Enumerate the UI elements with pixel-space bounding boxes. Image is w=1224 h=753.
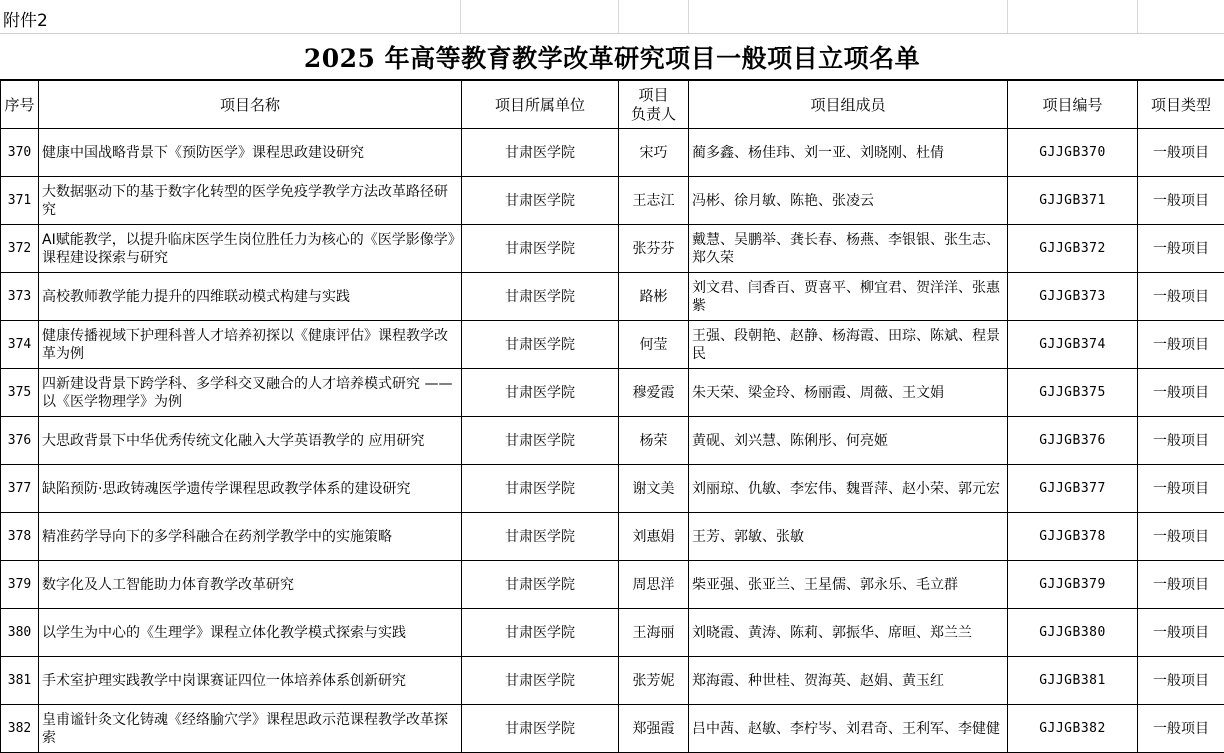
cell-name: 大思政背景下中华优秀传统文化融入大学英语教学的 应用研究 bbox=[39, 417, 462, 465]
table-row bbox=[1, 657, 1224, 705]
cell-type: 一般项目 bbox=[1138, 177, 1224, 225]
cell-seq: 372 bbox=[1, 225, 39, 273]
cell-unit: 甘肃医学院 bbox=[462, 513, 619, 561]
cell-name: 手术室护理实践教学中岗课赛证四位一体培养体系创新研究 bbox=[39, 657, 462, 705]
cell-unit: 甘肃医学院 bbox=[462, 609, 619, 657]
header-seq: 序号 bbox=[1, 81, 39, 129]
cell-name: 大数据驱动下的基于数字化转型的医学免疫学教学方法改革路径研究 bbox=[39, 177, 462, 225]
cell-leader: 张芳妮 bbox=[619, 657, 689, 705]
cell-seq: 373 bbox=[1, 273, 39, 321]
header-leader: 项目 负责人 bbox=[619, 81, 689, 129]
cell-code: GJJGB373 bbox=[1008, 273, 1138, 321]
cell-type: 一般项目 bbox=[1138, 513, 1224, 561]
cell-name: 精准药学导向下的多学科融合在药剂学教学中的实施策略 bbox=[39, 513, 462, 561]
cell-leader: 杨荣 bbox=[619, 417, 689, 465]
cell-type: 一般项目 bbox=[1138, 369, 1224, 417]
cell-members: 戴慧、吴鹏举、龚长春、杨燕、李银银、张生志、郑久荣 bbox=[689, 225, 1008, 273]
table-row bbox=[1, 273, 1224, 321]
cell-name: AI赋能教学，以提升临床医学生岗位胜任力为核心的《医学影像学》课程建设探索与研究 bbox=[39, 225, 462, 273]
cell-code: GJJGB370 bbox=[1008, 129, 1138, 177]
cell-unit: 甘肃医学院 bbox=[462, 369, 619, 417]
header-unit: 项目所属单位 bbox=[462, 81, 619, 129]
table-row bbox=[1, 561, 1224, 609]
cell-code: GJJGB374 bbox=[1008, 321, 1138, 369]
cell-members: 刘丽琼、仇敏、李宏伟、魏晋萍、赵小荣、郭元宏 bbox=[689, 465, 1008, 513]
table-row bbox=[1, 417, 1224, 465]
attachment-label: 附件2 bbox=[3, 11, 48, 31]
cell-code: GJJGB380 bbox=[1008, 609, 1138, 657]
cell-type: 一般项目 bbox=[1138, 657, 1224, 705]
cell-unit: 甘肃医学院 bbox=[462, 465, 619, 513]
table-row bbox=[1, 321, 1224, 369]
cell-seq: 375 bbox=[1, 369, 39, 417]
cell-name: 四新建设背景下跨学科、多学科交叉融合的人才培养模式研究 ——以《医学物理学》为例 bbox=[39, 369, 462, 417]
cell-unit: 甘肃医学院 bbox=[462, 129, 619, 177]
cell-leader: 郑强霞 bbox=[619, 705, 689, 753]
cell-code: GJJGB377 bbox=[1008, 465, 1138, 513]
cell-members: 柴亚强、张亚兰、王星儒、郭永乐、毛立群 bbox=[689, 561, 1008, 609]
cell-leader: 何莹 bbox=[619, 321, 689, 369]
cell-name: 皇甫谧针灸文化铸魂《经络腧穴学》课程思政示范课程教学改革探索 bbox=[39, 705, 462, 753]
cell-seq: 376 bbox=[1, 417, 39, 465]
cell-code: GJJGB381 bbox=[1008, 657, 1138, 705]
cell-type: 一般项目 bbox=[1138, 417, 1224, 465]
cell-seq: 380 bbox=[1, 609, 39, 657]
cell-members: 黄砚、刘兴慧、陈俐彤、何亮姬 bbox=[689, 417, 1008, 465]
cell-type: 一般项目 bbox=[1138, 609, 1224, 657]
cell-members: 朱天荣、梁金玲、杨丽霞、周薇、王文娟 bbox=[689, 369, 1008, 417]
cell-code: GJJGB371 bbox=[1008, 177, 1138, 225]
cell-leader: 张芬芬 bbox=[619, 225, 689, 273]
cell-type: 一般项目 bbox=[1138, 705, 1224, 753]
cell-name: 高校教师教学能力提升的四维联动模式构建与实践 bbox=[39, 273, 462, 321]
table-row bbox=[1, 225, 1224, 273]
gridline bbox=[1137, 0, 1138, 33]
table-row bbox=[1, 369, 1224, 417]
cell-leader: 王海丽 bbox=[619, 609, 689, 657]
table-row bbox=[1, 129, 1224, 177]
cell-code: GJJGB376 bbox=[1008, 417, 1138, 465]
cell-name: 数字化及人工智能助力体育教学改革研究 bbox=[39, 561, 462, 609]
cell-code: GJJGB382 bbox=[1008, 705, 1138, 753]
cell-members: 冯彬、徐月敏、陈艳、张凌云 bbox=[689, 177, 1008, 225]
cell-unit: 甘肃医学院 bbox=[462, 273, 619, 321]
cell-name: 以学生为中心的《生理学》课程立体化教学模式探索与实践 bbox=[39, 609, 462, 657]
header-row bbox=[1, 81, 1224, 129]
cell-members: 刘晓霞、黄涛、陈莉、郭振华、席晅、郑兰兰 bbox=[689, 609, 1008, 657]
cell-unit: 甘肃医学院 bbox=[462, 225, 619, 273]
cell-leader: 路彬 bbox=[619, 273, 689, 321]
table-row bbox=[1, 465, 1224, 513]
cell-name: 健康传播视域下护理科普人才培养初探以《健康评估》课程教学改革为例 bbox=[39, 321, 462, 369]
cell-type: 一般项目 bbox=[1138, 561, 1224, 609]
header-members: 项目组成员 bbox=[689, 81, 1008, 129]
cell-seq: 374 bbox=[1, 321, 39, 369]
cell-seq: 379 bbox=[1, 561, 39, 609]
cell-members: 蔺多鑫、杨佳玮、刘一亚、刘晓刚、杜倩 bbox=[689, 129, 1008, 177]
gridline bbox=[460, 0, 461, 33]
cell-unit: 甘肃医学院 bbox=[462, 561, 619, 609]
cell-code: GJJGB375 bbox=[1008, 369, 1138, 417]
cell-leader: 谢文美 bbox=[619, 465, 689, 513]
cell-seq: 382 bbox=[1, 705, 39, 753]
cell-seq: 370 bbox=[1, 129, 39, 177]
cell-members: 王芳、郭敏、张敏 bbox=[689, 513, 1008, 561]
cell-leader: 穆爱霞 bbox=[619, 369, 689, 417]
document-title: 2025 年高等教育教学改革研究项目一般项目立项名单 bbox=[0, 34, 1224, 80]
header-type: 项目类型 bbox=[1138, 81, 1224, 129]
header-name: 项目名称 bbox=[39, 81, 462, 129]
header-code: 项目编号 bbox=[1008, 81, 1138, 129]
cell-unit: 甘肃医学院 bbox=[462, 321, 619, 369]
cell-type: 一般项目 bbox=[1138, 465, 1224, 513]
cell-unit: 甘肃医学院 bbox=[462, 657, 619, 705]
gridline bbox=[618, 0, 619, 33]
table-row bbox=[1, 705, 1224, 753]
table-row bbox=[1, 177, 1224, 225]
attachment-row bbox=[0, 0, 1224, 34]
cell-members: 吕中茜、赵敏、李柠岑、刘君奇、王利军、李健健 bbox=[689, 705, 1008, 753]
cell-type: 一般项目 bbox=[1138, 273, 1224, 321]
gridline bbox=[1007, 0, 1008, 33]
cell-code: GJJGB379 bbox=[1008, 561, 1138, 609]
cell-unit: 甘肃医学院 bbox=[462, 417, 619, 465]
cell-leader: 刘惠娟 bbox=[619, 513, 689, 561]
cell-leader: 周思洋 bbox=[619, 561, 689, 609]
cell-members: 郑海霞、种世桂、贺海英、赵娟、黄玉红 bbox=[689, 657, 1008, 705]
cell-seq: 377 bbox=[1, 465, 39, 513]
table-row bbox=[1, 609, 1224, 657]
cell-leader: 王志江 bbox=[619, 177, 689, 225]
gridline bbox=[688, 0, 689, 33]
cell-members: 王强、段朝艳、赵静、杨海霞、田琮、陈斌、程景民 bbox=[689, 321, 1008, 369]
cell-seq: 381 bbox=[1, 657, 39, 705]
cell-members: 刘文君、闫香百、贾喜平、柳宜君、贺洋洋、张惠紫 bbox=[689, 273, 1008, 321]
cell-seq: 378 bbox=[1, 513, 39, 561]
cell-type: 一般项目 bbox=[1138, 225, 1224, 273]
cell-unit: 甘肃医学院 bbox=[462, 705, 619, 753]
cell-name: 健康中国战略背景下《预防医学》课程思政建设研究 bbox=[39, 129, 462, 177]
cell-name: 缺陷预防·思政铸魂医学遗传学课程思政教学体系的建设研究 bbox=[39, 465, 462, 513]
cell-type: 一般项目 bbox=[1138, 129, 1224, 177]
cell-code: GJJGB378 bbox=[1008, 513, 1138, 561]
cell-unit: 甘肃医学院 bbox=[462, 177, 619, 225]
cell-seq: 371 bbox=[1, 177, 39, 225]
table-row bbox=[1, 513, 1224, 561]
cell-code: GJJGB372 bbox=[1008, 225, 1138, 273]
cell-leader: 宋巧 bbox=[619, 129, 689, 177]
project-table bbox=[0, 80, 1224, 753]
cell-type: 一般项目 bbox=[1138, 321, 1224, 369]
